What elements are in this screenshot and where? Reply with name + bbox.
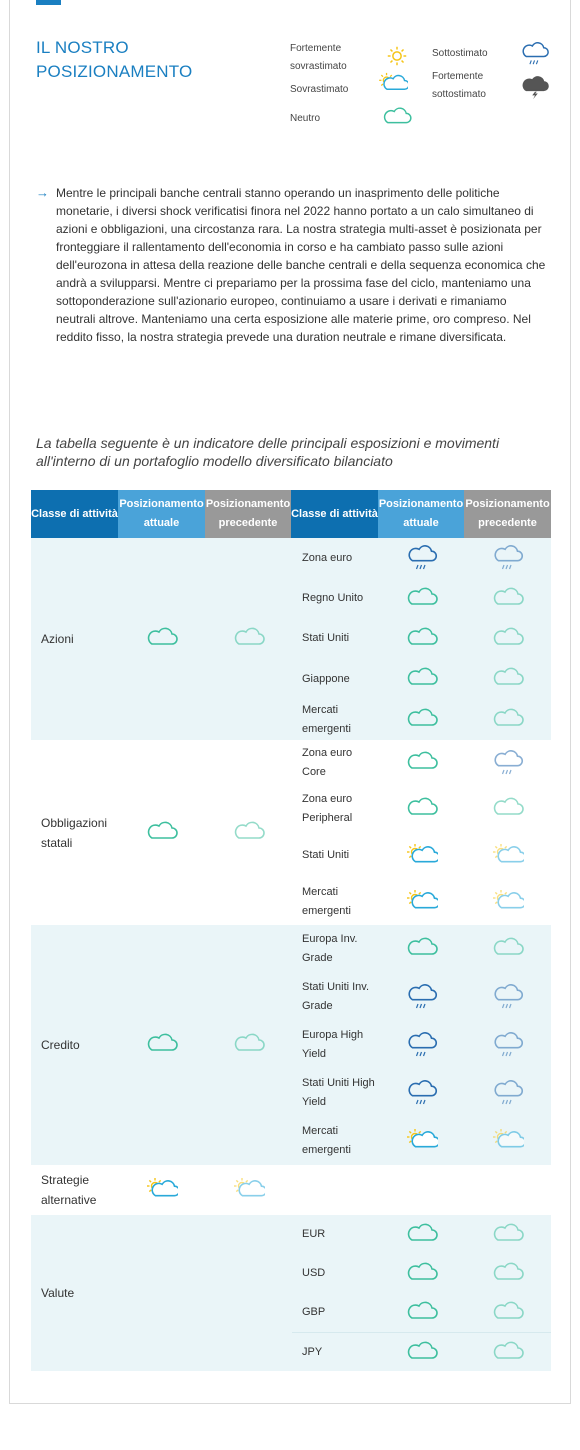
rain-cloud-icon	[406, 984, 438, 1010]
sub-rows	[292, 538, 551, 740]
sub-asset-label: Stati Uniti Inv. Grade	[302, 981, 370, 1012]
cloud-icon	[233, 820, 265, 846]
legend	[290, 40, 560, 130]
cloud-icon	[492, 1340, 524, 1366]
table-row	[292, 538, 551, 578]
sub-rows	[292, 925, 551, 1165]
asset-class-previous-cell	[205, 1215, 292, 1371]
cloud-icon	[406, 1340, 438, 1366]
sub-asset-current-cell	[379, 984, 465, 1010]
sub-asset-current-cell	[379, 1340, 465, 1366]
table-row	[292, 578, 551, 618]
cloud-icon	[492, 1261, 524, 1287]
sub-asset-previous-cell	[465, 1340, 551, 1366]
table-row	[292, 1117, 551, 1165]
table-body	[31, 538, 551, 1371]
sun-cloud-icon	[492, 1128, 524, 1154]
cloud-icon	[382, 106, 412, 130]
commentary-paragraph	[36, 184, 546, 346]
cloud-icon	[406, 1261, 438, 1287]
cloud-icon	[492, 626, 524, 652]
sub-asset-label: Mercati emergenti	[302, 703, 351, 735]
sub-asset-label: Mercati emergenti	[302, 1125, 351, 1156]
sun-cloud-icon	[378, 72, 408, 96]
sub-asset-current-cell	[379, 843, 465, 869]
cloud-icon	[406, 707, 438, 733]
table-row	[292, 1069, 551, 1117]
table-group	[31, 538, 551, 740]
cloud-icon	[492, 707, 524, 733]
sub-asset-previous-cell	[465, 1300, 551, 1326]
table-group	[31, 1215, 551, 1371]
positioning-table	[31, 490, 551, 1371]
sub-asset-current-cell	[379, 1222, 465, 1248]
asset-class-previous-cell	[205, 740, 292, 925]
sub-rows	[292, 1165, 551, 1215]
sub-asset-current-cell	[379, 796, 465, 822]
sub-asset-label: Europa High Yield	[302, 1029, 364, 1060]
sun-cloud-icon	[492, 843, 524, 869]
asset-class-label: Strategie alternative	[41, 1173, 97, 1207]
rain-cloud-icon	[406, 1080, 438, 1106]
sub-asset-label: Stati Uniti	[302, 849, 350, 862]
table-header	[31, 490, 551, 538]
table-group	[31, 925, 551, 1165]
sun-cloud-icon	[406, 843, 438, 869]
cloud-icon	[492, 1300, 524, 1326]
sub-rows	[292, 740, 551, 925]
table-row	[292, 619, 551, 659]
header-asset-class: Classe di attività	[31, 490, 118, 538]
sub-asset-current-cell	[379, 707, 465, 733]
cloud-icon	[146, 820, 178, 846]
sub-asset-previous-cell	[465, 984, 551, 1010]
rain-cloud-icon	[406, 545, 438, 571]
sub-asset-previous-cell	[465, 545, 551, 571]
cloud-icon	[406, 1222, 438, 1248]
sub-asset-previous-cell	[465, 1222, 551, 1248]
cloud-icon	[146, 1032, 178, 1058]
header-sub-asset-class: Classe di attività	[291, 490, 378, 538]
sub-asset-label: USD	[302, 1267, 326, 1279]
sub-asset-previous-cell	[465, 1261, 551, 1287]
table-row	[292, 925, 551, 973]
sub-asset-current-cell	[379, 1032, 465, 1058]
cloud-icon	[406, 936, 438, 962]
cloud-icon	[492, 936, 524, 962]
sub-asset-label: JPY	[302, 1346, 323, 1358]
sub-asset-label: Zona euro Peripheral	[302, 793, 353, 825]
sub-asset-current-cell	[379, 666, 465, 692]
rain-cloud-icon	[520, 42, 550, 66]
sub-asset-label: Zona euro	[302, 551, 353, 564]
sub-asset-current-cell	[379, 626, 465, 652]
accent-bar	[36, 0, 61, 5]
sub-asset-previous-cell	[465, 1128, 551, 1154]
sub-rows	[292, 1215, 551, 1371]
sub-asset-label: Stati Uniti	[302, 632, 350, 645]
legend-over-label: Sovrastimato	[290, 84, 349, 95]
asset-class-current-cell	[118, 1165, 205, 1215]
asset-class-current-cell	[118, 740, 205, 925]
cloud-icon	[406, 1300, 438, 1326]
sub-asset-previous-cell	[465, 796, 551, 822]
sun-icon	[382, 44, 412, 68]
sub-asset-current-cell	[379, 1300, 465, 1326]
table-row	[292, 1254, 551, 1293]
table-intro: La tabella seguente è un indicatore delle principali esposizioni e movimenti all'interno di un portafoglio modello diversificato bilanciato	[36, 435, 500, 469]
legend-neutral-label: Neutro	[290, 113, 321, 124]
asset-class-current-cell	[118, 1215, 205, 1371]
sun-cloud-icon	[406, 889, 438, 915]
sub-asset-previous-cell	[465, 626, 551, 652]
rain-cloud-icon	[492, 984, 524, 1010]
asset-class-label: Valute	[41, 1286, 75, 1300]
cloud-icon	[146, 626, 178, 652]
cloud-icon	[406, 626, 438, 652]
sub-asset-current-cell	[379, 750, 465, 776]
page-title: IL NOSTRO POSIZIONAMENTO	[36, 38, 193, 81]
cloud-icon	[492, 586, 524, 612]
sub-asset-label: Mercati emergenti	[302, 885, 351, 917]
cloud-icon	[492, 796, 524, 822]
sub-asset-current-cell	[379, 889, 465, 915]
arrow-right-icon: →	[36, 185, 49, 200]
table-row	[292, 786, 551, 832]
table-row	[292, 659, 551, 699]
cloud-icon	[406, 750, 438, 776]
sun-cloud-icon	[406, 1128, 438, 1154]
rain-cloud-icon	[492, 545, 524, 571]
asset-class-current-cell	[118, 538, 205, 740]
table-row	[292, 1215, 551, 1254]
header-current: Posizionamento attuale	[118, 490, 205, 538]
table-row	[292, 1021, 551, 1069]
sub-asset-previous-cell	[465, 707, 551, 733]
sub-asset-label: EUR	[302, 1228, 326, 1240]
header-sub-previous: Posizionamento precedente	[464, 490, 551, 538]
cloud-icon	[233, 626, 265, 652]
rain-cloud-icon	[406, 1032, 438, 1058]
asset-class-previous-cell	[205, 925, 292, 1165]
commentary-text: Mentre le principali banche centrali stanno operando un inasprimento delle politiche monetarie, i diversi shock verificatisi finora nel 2022 hanno portato a un calo simultaneo di azioni e obbligazioni, una circostanza rara. La nostra strategia multi-asset è posizionata per fronteggiare il rallentamento dell'economia in corso e ha cambiato passo sulle azioni dell'eurozona in attesa della reazione delle banche centrali e della sequenza economica che andrà a svilupparsi. Mentre ci prepariamo per la prossima fase del ciclo, manteniamo una sottoponderazione sull'azionario europeo, continuiamo a usare i derivati e rimaniamo neutrali altrove. Manteniamo una certa esposizione alle materie prime, oro compreso. Nel reddito fisso, la nostra strategia prevede una duration neutrale e rimane diversificata.	[56, 186, 546, 344]
sun-cloud-icon	[492, 889, 524, 915]
asset-class-label: Obbligazioni statali	[41, 815, 108, 850]
sub-asset-label: Giappone	[302, 672, 350, 685]
cloud-icon	[406, 796, 438, 822]
table-row	[292, 1333, 551, 1372]
sub-asset-previous-cell	[465, 889, 551, 915]
storm-cloud-icon	[520, 76, 550, 100]
sub-asset-current-cell	[379, 1261, 465, 1287]
asset-class-label: Azioni	[41, 632, 74, 646]
sub-asset-label: Stati Uniti High Yield	[302, 1077, 375, 1108]
table-row	[292, 833, 551, 879]
asset-class-previous-cell	[205, 538, 292, 740]
header-sub-current: Posizionamento attuale	[378, 490, 464, 538]
cloud-icon	[492, 666, 524, 692]
table-row	[292, 879, 551, 925]
rain-cloud-icon	[492, 1032, 524, 1058]
table-row	[292, 973, 551, 1021]
legend-under-label: Sottostimato	[432, 48, 488, 59]
table-row	[292, 1293, 551, 1332]
sub-asset-label: Europa Inv. Grade	[302, 933, 358, 964]
sub-asset-current-cell	[379, 936, 465, 962]
cloud-icon	[406, 586, 438, 612]
legend-strongly-over-label: Fortemente sovrastimato	[290, 43, 347, 72]
legend-strongly-under-label: Fortemente sottostimato	[432, 71, 486, 100]
cloud-icon	[233, 1032, 265, 1058]
sub-asset-previous-cell	[465, 750, 551, 776]
rain-cloud-icon	[492, 1080, 524, 1106]
sun-cloud-icon	[146, 1177, 178, 1203]
sub-asset-label: GBP	[302, 1306, 326, 1318]
table-row	[292, 700, 551, 740]
sub-asset-current-cell	[379, 1128, 465, 1154]
sub-asset-current-cell	[379, 1080, 465, 1106]
rain-cloud-icon	[492, 750, 524, 776]
table-group	[31, 740, 551, 925]
asset-class-label: Credito	[41, 1038, 80, 1052]
sub-asset-current-cell	[379, 545, 465, 571]
sub-asset-label: Zona euro Core	[302, 747, 353, 779]
sub-asset-previous-cell	[465, 1080, 551, 1106]
sub-asset-previous-cell	[465, 843, 551, 869]
table-group	[31, 1165, 551, 1215]
asset-class-current-cell	[118, 925, 205, 1165]
sun-cloud-icon	[233, 1177, 265, 1203]
sub-asset-previous-cell	[465, 586, 551, 612]
table-row	[292, 740, 551, 786]
cloud-icon	[406, 666, 438, 692]
sub-asset-previous-cell	[465, 936, 551, 962]
cloud-icon	[492, 1222, 524, 1248]
asset-class-previous-cell	[205, 1165, 292, 1215]
sub-asset-previous-cell	[465, 1032, 551, 1058]
sub-asset-previous-cell	[465, 666, 551, 692]
sub-asset-current-cell	[379, 586, 465, 612]
header-previous: Posizionamento precedente	[205, 490, 291, 538]
sub-asset-label: Regno Unito	[302, 592, 364, 605]
